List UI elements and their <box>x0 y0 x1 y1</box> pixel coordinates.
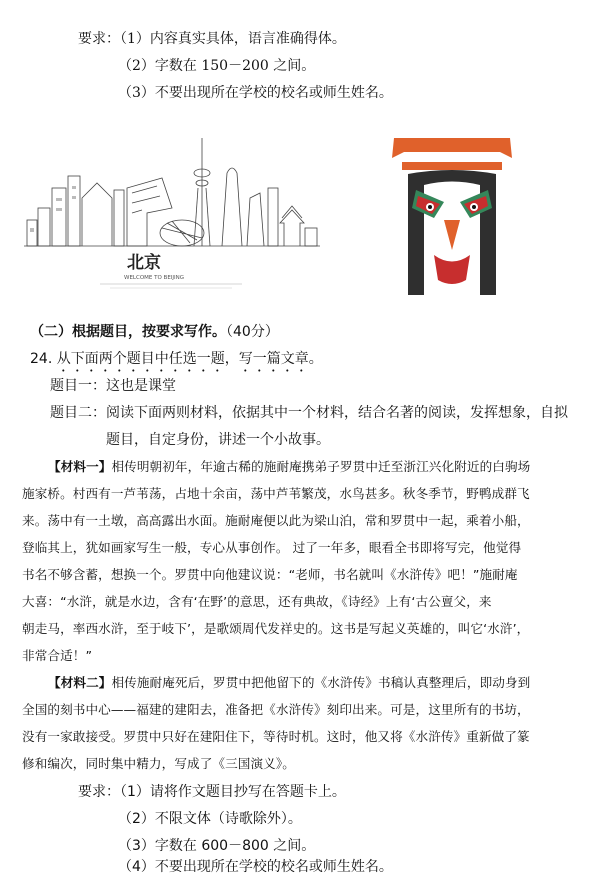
requirement-3: （3）不要出现所在学校的校名或师生姓名。 <box>118 85 393 101</box>
requirement-2-1: 要求：（1）请将作文题目抄写在答题卡上。 <box>78 784 346 800</box>
beijing-welcome: WELCOME TO BEIJING <box>124 275 185 281</box>
requirement-2: （2）字数在 150－200 之间。 <box>118 58 316 74</box>
question-number: 24. <box>30 351 53 367</box>
topic-2 <box>50 404 568 422</box>
section-2-title: （二）根据题目，按要求写作。 <box>30 324 226 340</box>
material-2-line: 没有一家敢接受。罗贯中只好在建阳住下，等待时机。这时，他又将《水浒传》重新做了篆 <box>22 729 530 744</box>
material-1-line: 来。荡中有一土墩，高高露出水面。施耐庵便以此为梁山泊，常和罗贯中一起，乘着小船， <box>22 513 530 528</box>
beijing-skyline-drawing <box>22 128 322 298</box>
material-1-line: 【材料一】相传明朝初年，年逾古稀的施耐庵携弟子罗贯中迁至浙江兴化附近的白驹场 <box>48 459 531 474</box>
requirement-2-3: （3）字数在 600－800 之间。 <box>118 838 316 854</box>
material-1-label: 【材料一】 <box>48 459 112 474</box>
material-2-label: 【材料二】 <box>48 675 112 690</box>
section-2-heading <box>30 323 279 341</box>
material-1-line: 施家桥。村西有一芦苇荡，占地十余亩，荡中芦苇繁茂，水鸟甚多。秋冬季节，野鸭成群飞 <box>22 486 530 501</box>
requirement-2-2: （2）不限文体（诗歌除外）。 <box>118 811 302 827</box>
topic-1-text: 这也是课堂 <box>106 378 176 394</box>
material-1-line: 大喜：“水浒，就是水边，含有‘在野’的意思，还有典故，《诗经》上有‘古公亶父，来 <box>22 594 492 609</box>
material-1-line: 非常合适！” <box>22 648 93 663</box>
requirement-label: 要求： <box>78 31 120 47</box>
question-prompt: 从下面两个题目中任选一题，写一篇文章。 <box>56 351 323 367</box>
requirement-label: 要求： <box>78 784 120 800</box>
beijing-skyline-image <box>22 128 322 298</box>
material-2-line: 【材料二】相传施耐庵死后，罗贯中把他留下的《水浒传》书稿认真整理后，即动身到 <box>48 675 531 690</box>
material-1-line: 书名不够含蓄，想换一个。罗贯中向他建议说：“老师，书名就叫《水浒传》吧！”施耐庵 <box>22 567 518 582</box>
opera-mask-drawing <box>372 130 532 300</box>
material-2-line: 全国的刻书中心——福建的建阳去，准备把《水浒传》刻印出来。可是，这里所有的书坊， <box>22 702 530 717</box>
requirement-1 <box>78 30 346 48</box>
material-1-line: 朝走马，率西水浒，至于岐下’，是歌颂周代发祥史的。这书是写起义英雄的，叫它‘水浒’， <box>22 621 530 636</box>
opera-mask-image <box>372 130 532 300</box>
topic-1 <box>50 377 176 395</box>
material-2-line: 修和编次，同时集中精力，写成了《三国演义》。 <box>22 756 295 771</box>
topic-1-label: 题目一： <box>50 378 106 394</box>
topic-2-continued: 题目，自定身份，讲述一个小故事。 <box>106 432 330 448</box>
requirement-2-4: （4）不要出现所在学校的校名或师生姓名。 <box>118 859 393 875</box>
section-2-score: （40分） <box>226 324 279 340</box>
topic-2-text: 阅读下面两则材料，依据其中一个材料，结合名著的阅读，发挥想象，自拟 <box>106 405 568 421</box>
material-1-line: 登临其上，犹如画家写生一般，专心从事创作。 过了一年多，眼看全书即将写完，他觉得 <box>22 540 522 555</box>
question-24 <box>30 350 323 375</box>
beijing-title: 北京 <box>127 253 161 273</box>
topic-2-label: 题目二： <box>50 405 106 421</box>
requirement-item: （1）内容真实具体，语言准确得体。 <box>120 31 346 47</box>
